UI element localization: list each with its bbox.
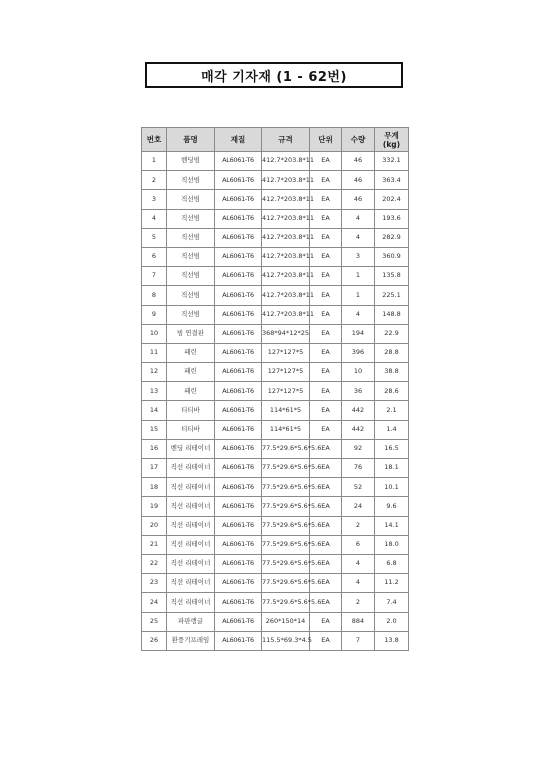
cell-unit: EA [310, 401, 342, 420]
cell-unit: EA [310, 228, 342, 247]
table-row [142, 152, 409, 171]
cell-weight: 28.8 [375, 343, 409, 362]
table-row [142, 535, 409, 554]
cell-no: 14 [142, 401, 167, 420]
table-row [142, 382, 409, 401]
cell-material: AL6061-T6 [215, 535, 262, 554]
table-row [142, 612, 409, 631]
cell-name: 직선빔 [167, 267, 215, 286]
cell-name: 직선빔 [167, 305, 215, 324]
cell-unit: EA [310, 497, 342, 516]
cell-no: 3 [142, 190, 167, 209]
cell-name: 환풍기프레임 [167, 631, 215, 650]
cell-unit: EA [310, 324, 342, 343]
cell-weight: 28.6 [375, 382, 409, 401]
cell-name: 직선 리테이너 [167, 535, 215, 554]
cell-unit: EA [310, 612, 342, 631]
cell-name: 티티바 [167, 420, 215, 439]
cell-spec: 114*61*5 [262, 401, 310, 420]
table-row [142, 343, 409, 362]
cell-no: 18 [142, 478, 167, 497]
cell-qty: 4 [342, 305, 375, 324]
table-row [142, 286, 409, 305]
cell-weight: 2.0 [375, 612, 409, 631]
cell-spec: 77.5*29.6*5.6*5.6 [262, 516, 310, 535]
cell-spec: 412.7*203.8*11 [262, 305, 310, 324]
header-material: 재질 [215, 128, 262, 152]
header-weight: 무게 (kg) [375, 128, 409, 152]
cell-spec: 412.7*203.8*11 [262, 171, 310, 190]
table-row [142, 516, 409, 535]
cell-unit: EA [310, 631, 342, 650]
table-row [142, 574, 409, 593]
cell-material: AL6061-T6 [215, 171, 262, 190]
cell-no: 19 [142, 497, 167, 516]
cell-material: AL6061-T6 [215, 247, 262, 266]
cell-spec: 412.7*203.8*11 [262, 267, 310, 286]
cell-no: 17 [142, 459, 167, 478]
cell-unit: EA [310, 267, 342, 286]
cell-qty: 884 [342, 612, 375, 631]
cell-no: 23 [142, 574, 167, 593]
cell-name: 직선 리테이너 [167, 478, 215, 497]
table-row [142, 439, 409, 458]
cell-weight: 332.1 [375, 152, 409, 171]
cell-qty: 92 [342, 439, 375, 458]
cell-qty: 1 [342, 267, 375, 286]
cell-material: AL6061-T6 [215, 286, 262, 305]
cell-no: 2 [142, 171, 167, 190]
cell-weight: 13.8 [375, 631, 409, 650]
cell-name: 직선 리테이너 [167, 574, 215, 593]
cell-spec: 77.5*29.6*5.6*5.6 [262, 554, 310, 573]
cell-no: 24 [142, 593, 167, 612]
cell-weight: 14.1 [375, 516, 409, 535]
cell-qty: 194 [342, 324, 375, 343]
table-row [142, 554, 409, 573]
cell-no: 10 [142, 324, 167, 343]
cell-unit: EA [310, 382, 342, 401]
cell-spec: 127*127*5 [262, 363, 310, 382]
cell-unit: EA [310, 459, 342, 478]
cell-weight: 360.9 [375, 247, 409, 266]
cell-name: 패린 [167, 363, 215, 382]
cell-qty: 76 [342, 459, 375, 478]
cell-material: AL6061-T6 [215, 401, 262, 420]
cell-unit: EA [310, 574, 342, 593]
cell-weight: 1.4 [375, 420, 409, 439]
cell-material: AL6061-T6 [215, 209, 262, 228]
cell-no: 9 [142, 305, 167, 324]
cell-material: AL6061-T6 [215, 516, 262, 535]
cell-weight: 10.1 [375, 478, 409, 497]
cell-material: AL6061-T6 [215, 554, 262, 573]
cell-unit: EA [310, 343, 342, 362]
table-row [142, 209, 409, 228]
cell-name: 직선 리테이너 [167, 497, 215, 516]
cell-weight: 2.1 [375, 401, 409, 420]
cell-name: 직선빔 [167, 171, 215, 190]
cell-name: 패린 [167, 382, 215, 401]
cell-qty: 6 [342, 535, 375, 554]
table-row [142, 305, 409, 324]
cell-qty: 2 [342, 516, 375, 535]
cell-weight: 363.4 [375, 171, 409, 190]
cell-unit: EA [310, 439, 342, 458]
cell-qty: 36 [342, 382, 375, 401]
cell-weight: 148.8 [375, 305, 409, 324]
cell-unit: EA [310, 305, 342, 324]
header-unit: 단위 [310, 128, 342, 152]
cell-no: 12 [142, 363, 167, 382]
cell-spec: 77.5*29.6*5.6*5.6 [262, 593, 310, 612]
cell-qty: 52 [342, 478, 375, 497]
cell-material: AL6061-T6 [215, 343, 262, 362]
cell-material: AL6061-T6 [215, 497, 262, 516]
cell-unit: EA [310, 171, 342, 190]
cell-qty: 4 [342, 574, 375, 593]
cell-weight: 193.6 [375, 209, 409, 228]
cell-unit: EA [310, 363, 342, 382]
cell-name: 직선 리테이너 [167, 593, 215, 612]
cell-no: 21 [142, 535, 167, 554]
cell-name: 패린 [167, 343, 215, 362]
table-row [142, 324, 409, 343]
cell-qty: 46 [342, 171, 375, 190]
table-row [142, 247, 409, 266]
cell-unit: EA [310, 190, 342, 209]
cell-weight: 7.4 [375, 593, 409, 612]
cell-spec: 412.7*203.8*11 [262, 247, 310, 266]
cell-spec: 412.7*203.8*11 [262, 190, 310, 209]
cell-unit: EA [310, 209, 342, 228]
cell-spec: 260*150*14 [262, 612, 310, 631]
cell-spec: 127*127*5 [262, 382, 310, 401]
cell-weight: 202.4 [375, 190, 409, 209]
cell-weight: 135.8 [375, 267, 409, 286]
cell-qty: 7 [342, 631, 375, 650]
cell-no: 1 [142, 152, 167, 171]
cell-spec: 77.5*29.6*5.6*5.6 [262, 439, 310, 458]
cell-qty: 24 [342, 497, 375, 516]
cell-no: 6 [142, 247, 167, 266]
cell-spec: 115.5*69.3*4.5 [262, 631, 310, 650]
equipment-table [141, 127, 409, 651]
cell-name: 직선빔 [167, 190, 215, 209]
cell-material: AL6061-T6 [215, 631, 262, 650]
table-row [142, 459, 409, 478]
table-row [142, 171, 409, 190]
cell-qty: 4 [342, 209, 375, 228]
cell-qty: 442 [342, 401, 375, 420]
cell-name: 파판랭글 [167, 612, 215, 631]
cell-material: AL6061-T6 [215, 420, 262, 439]
cell-name: 빔 연결판 [167, 324, 215, 343]
table-row [142, 631, 409, 650]
cell-material: AL6061-T6 [215, 324, 262, 343]
cell-no: 5 [142, 228, 167, 247]
cell-name: 직선빔 [167, 286, 215, 305]
cell-name: 직선 리테이너 [167, 459, 215, 478]
cell-unit: EA [310, 554, 342, 573]
cell-weight: 6.8 [375, 554, 409, 573]
cell-weight: 38.8 [375, 363, 409, 382]
cell-qty: 442 [342, 420, 375, 439]
cell-no: 16 [142, 439, 167, 458]
table-row [142, 497, 409, 516]
cell-material: AL6061-T6 [215, 574, 262, 593]
cell-name: 직선빔 [167, 247, 215, 266]
document-title: 매각 기자재 (1 - 62번) [201, 69, 347, 85]
cell-qty: 3 [342, 247, 375, 266]
cell-unit: EA [310, 152, 342, 171]
cell-spec: 127*127*5 [262, 343, 310, 362]
cell-qty: 396 [342, 343, 375, 362]
cell-name: 직선 리테이너 [167, 554, 215, 573]
cell-qty: 46 [342, 152, 375, 171]
cell-no: 26 [142, 631, 167, 650]
cell-weight: 11.2 [375, 574, 409, 593]
cell-material: AL6061-T6 [215, 228, 262, 247]
cell-name: 직선빔 [167, 209, 215, 228]
cell-spec: 77.5*29.6*5.6*5.6 [262, 574, 310, 593]
cell-unit: EA [310, 535, 342, 554]
cell-qty: 4 [342, 228, 375, 247]
table-row [142, 363, 409, 382]
cell-spec: 412.7*203.8*11 [262, 286, 310, 305]
cell-unit: EA [310, 593, 342, 612]
cell-no: 11 [142, 343, 167, 362]
cell-name: 직선빔 [167, 228, 215, 247]
cell-material: AL6061-T6 [215, 459, 262, 478]
header-qty: 수량 [342, 128, 375, 152]
cell-spec: 77.5*29.6*5.6*5.6 [262, 535, 310, 554]
cell-material: AL6061-T6 [215, 612, 262, 631]
cell-no: 22 [142, 554, 167, 573]
cell-weight: 18.1 [375, 459, 409, 478]
cell-no: 15 [142, 420, 167, 439]
cell-spec: 77.5*29.6*5.6*5.6 [262, 478, 310, 497]
cell-unit: EA [310, 247, 342, 266]
cell-weight: 225.1 [375, 286, 409, 305]
cell-material: AL6061-T6 [215, 439, 262, 458]
table-row [142, 401, 409, 420]
cell-spec: 114*61*5 [262, 420, 310, 439]
header-name: 품명 [167, 128, 215, 152]
table-row [142, 420, 409, 439]
cell-material: AL6061-T6 [215, 190, 262, 209]
cell-no: 13 [142, 382, 167, 401]
cell-unit: EA [310, 516, 342, 535]
cell-qty: 46 [342, 190, 375, 209]
cell-weight: 282.9 [375, 228, 409, 247]
table-row [142, 228, 409, 247]
cell-unit: EA [310, 420, 342, 439]
cell-material: AL6061-T6 [215, 382, 262, 401]
cell-material: AL6061-T6 [215, 305, 262, 324]
cell-weight: 9.6 [375, 497, 409, 516]
header-no: 번호 [142, 128, 167, 152]
cell-name: 티티바 [167, 401, 215, 420]
document-title-box [145, 62, 403, 88]
table-header-row [142, 128, 409, 152]
table-row [142, 593, 409, 612]
cell-no: 25 [142, 612, 167, 631]
cell-material: AL6061-T6 [215, 478, 262, 497]
cell-name: 벤딩 리테이너 [167, 439, 215, 458]
cell-unit: EA [310, 478, 342, 497]
cell-material: AL6061-T6 [215, 152, 262, 171]
cell-name: 벤딩빔 [167, 152, 215, 171]
cell-spec: 412.7*203.8*11 [262, 209, 310, 228]
cell-no: 20 [142, 516, 167, 535]
cell-no: 8 [142, 286, 167, 305]
cell-unit: EA [310, 286, 342, 305]
cell-name: 직선 리테이너 [167, 516, 215, 535]
cell-qty: 10 [342, 363, 375, 382]
table-row [142, 478, 409, 497]
table-row [142, 190, 409, 209]
table-row [142, 267, 409, 286]
cell-qty: 2 [342, 593, 375, 612]
cell-qty: 1 [342, 286, 375, 305]
cell-weight: 22.9 [375, 324, 409, 343]
cell-spec: 77.5*29.6*5.6*5.6 [262, 497, 310, 516]
cell-spec: 412.7*203.8*11 [262, 228, 310, 247]
cell-spec: 368*94*12*25 [262, 324, 310, 343]
cell-material: AL6061-T6 [215, 267, 262, 286]
cell-weight: 18.0 [375, 535, 409, 554]
cell-no: 4 [142, 209, 167, 228]
cell-material: AL6061-T6 [215, 593, 262, 612]
cell-spec: 412.7*203.8*11 [262, 152, 310, 171]
cell-no: 7 [142, 267, 167, 286]
cell-spec: 77.5*29.6*5.6*5.6 [262, 459, 310, 478]
cell-weight: 16.5 [375, 439, 409, 458]
cell-qty: 4 [342, 554, 375, 573]
header-spec: 규격 [262, 128, 310, 152]
cell-material: AL6061-T6 [215, 363, 262, 382]
